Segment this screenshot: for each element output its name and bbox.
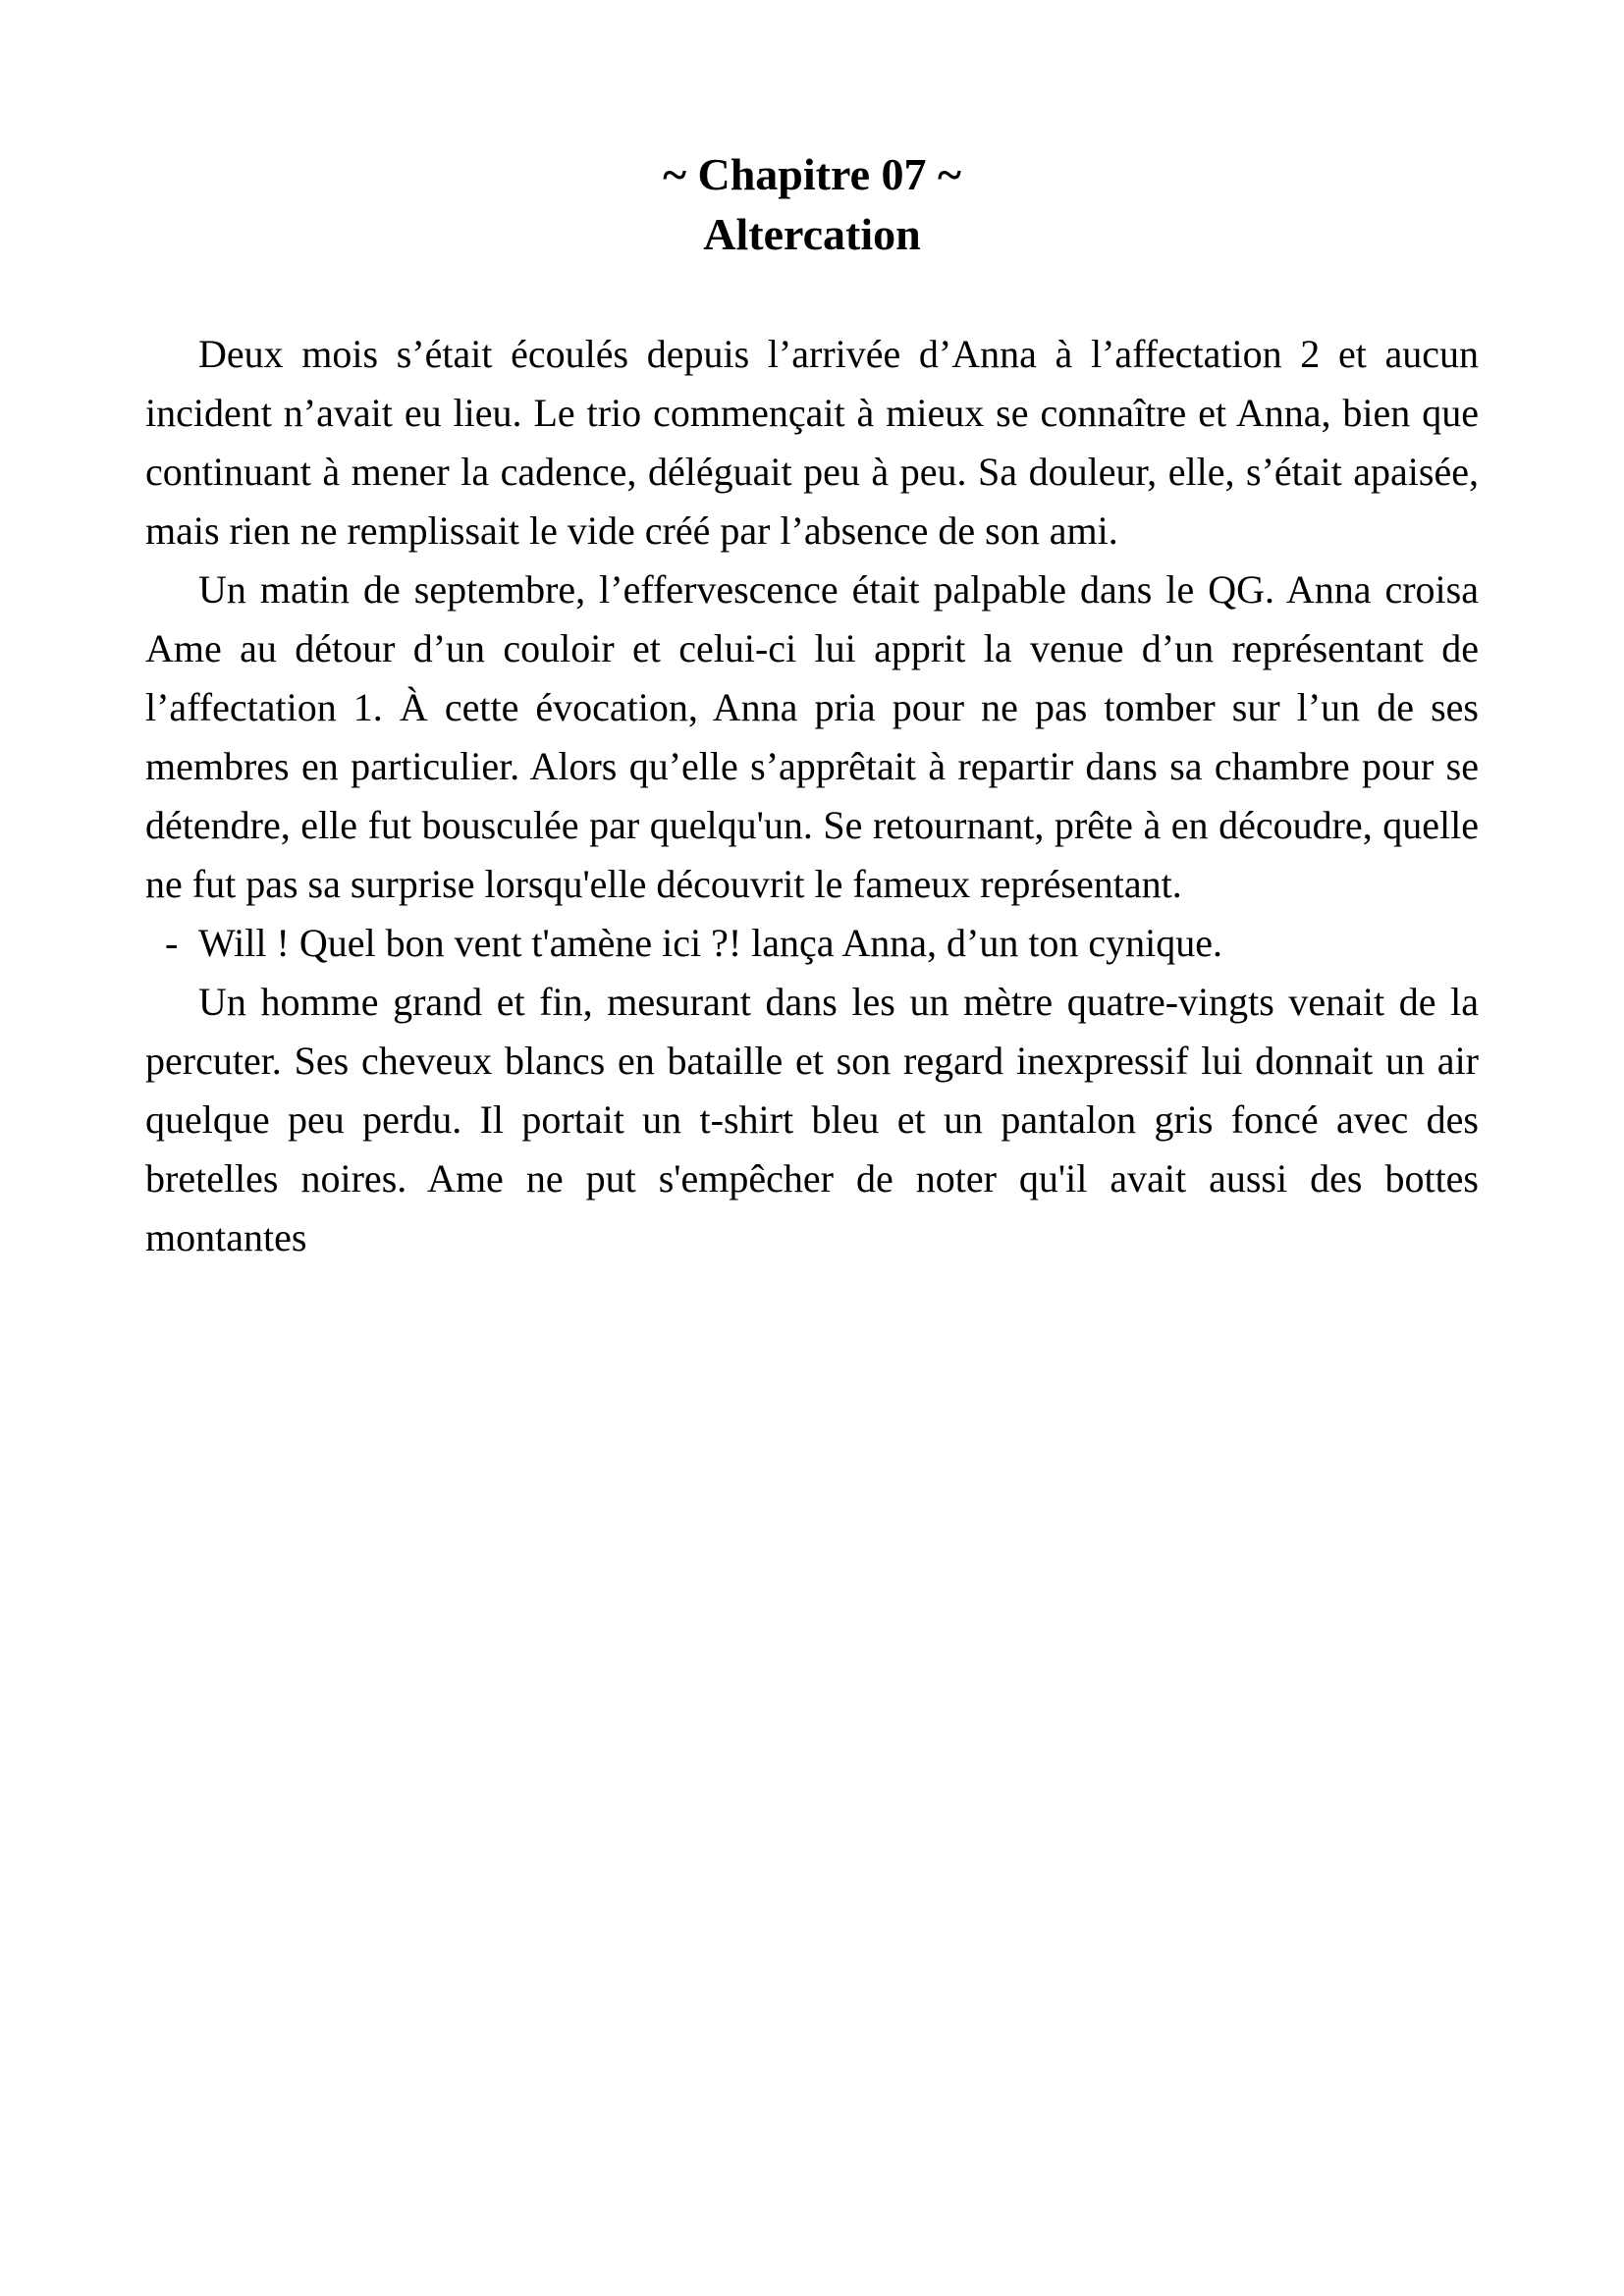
dialogue-text: Will ! Quel bon vent t'amène ici ?! lança Anna, d’un ton cynique.: [198, 921, 1223, 966]
dialogue-dash: -: [165, 921, 179, 966]
document-body: [145, 325, 1479, 1267]
paragraph: Un matin de septembre, l’effervescence était palpable dans le QG. Anna croisa Ame au détour d’un couloir et celui-ci lui apprit la venue d’un représentant de l’affectation 1. À cette évocation, Anna pria pour ne pas tomber sur l’un de ses membres en particulier. Alors qu’elle s’apprêtait à repartir dans sa chambre pour se détendre, elle fut bousculée par quelqu'un. Se retournant, prête à en découdre, quelle ne fut pas sa surprise lorsqu'elle découvrit le fameux représentant.: [145, 567, 1479, 907]
chapter-number-line: ~ Chapitre 07 ~: [663, 149, 961, 199]
paragraph: Un homme grand et fin, mesurant dans les un mètre quatre-vingts venait de la percuter. Ses cheveux blancs en bataille et son regard inexpressif lui donnait un air quelque peu perdu. Il portait un t-shirt bleu et un pantalon gris foncé avec des bretelles noires. Ame ne put s'empêcher de noter qu'il avait aussi des bottes montantes: [145, 980, 1479, 1260]
paragraph: Deux mois s’était écoulés depuis l’arrivée d’Anna à l’affectation 2 et aucun incident n’avait eu lieu. Le trio commençait à mieux se connaître et Anna, bien que continuant à mener la cadence, déléguait peu à peu. Sa douleur, elle, s’était apaisée, mais rien ne remplissait le vide créé par l’absence de son ami.: [145, 332, 1479, 554]
chapter-title-line: Altercation: [703, 208, 921, 259]
page-title: [145, 145, 1479, 264]
dialogue-line: [145, 914, 1479, 973]
